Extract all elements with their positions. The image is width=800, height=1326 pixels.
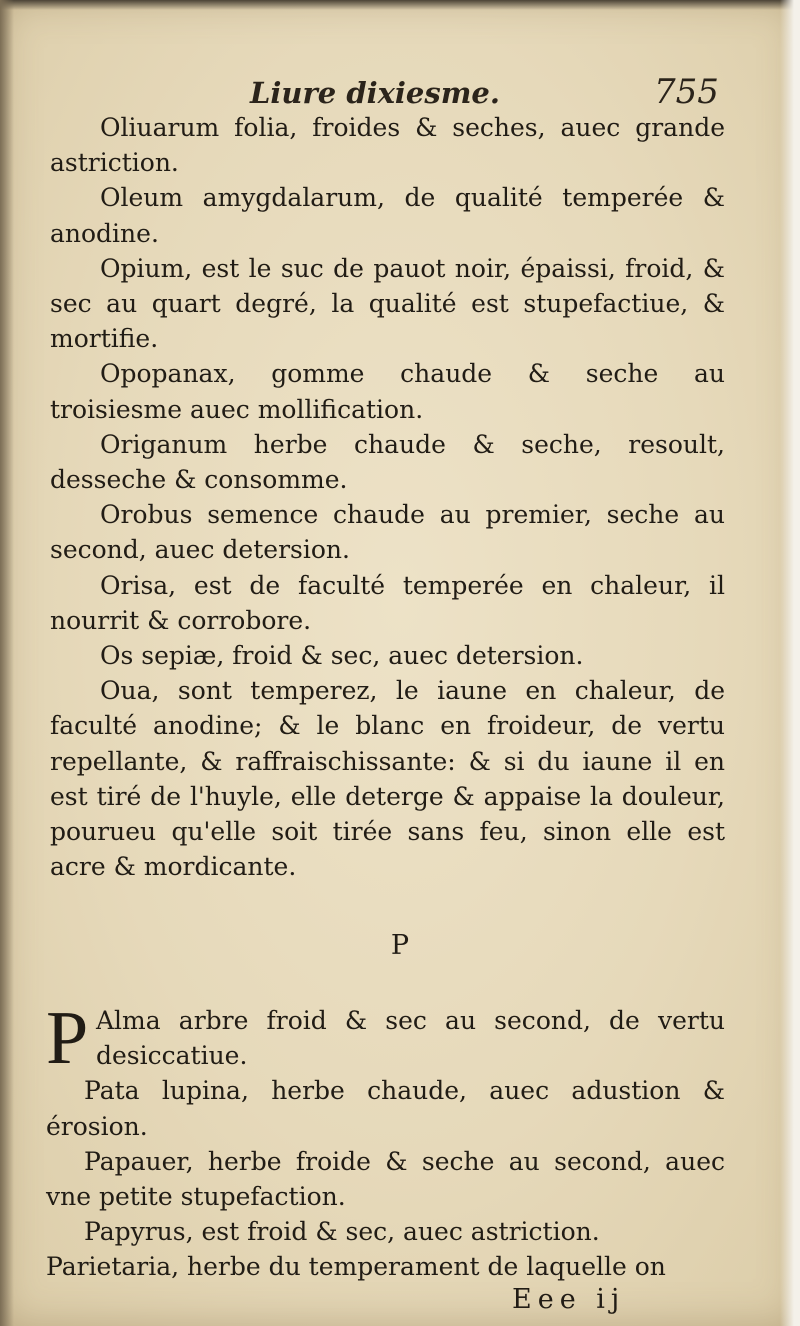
entry-papauer: Papauer, herbe froide & seche au second, auec vne petite stupefaction.	[46, 1146, 725, 1212]
page-number: 755	[654, 72, 719, 112]
page-top-shadow	[0, 0, 800, 10]
entry-oliuarum: Oliuarum folia, froides & seches, auec grande astriction.	[50, 113, 725, 178]
entry-origanum: Origanum herbe chaude & seche, resoult, desseche & consomme.	[50, 429, 725, 495]
entry-opopanax: Opopanax, gomme chaude & seche au troisiesme auec mollification.	[50, 359, 725, 424]
entry-oua: Oua, sont temperez, le iaune en chaleur, de faculté anodine; & le blanc en froideur, de vertu repellante, & raffraischissante: & si du iaune il en est tiré de l'huyle, elle deterge & appaise la douleur, pourueu qu'elle soit tirée sans feu, sinon elle est acre & mordicante.	[50, 676, 725, 882]
entry-palma	[46, 996, 725, 1080]
section-heading-p: P	[390, 930, 410, 961]
entry-pata-lupina: Pata lupina, herbe chaude, auec adustion & érosion.	[46, 1076, 725, 1141]
page-right-edge	[780, 0, 800, 1326]
signature-mark: Eee ij	[512, 1284, 626, 1315]
page-gutter-shadow	[0, 0, 14, 1326]
entry-opium: Opium, est le suc de pauot noir, épaissi, froid, & sec au quart degré, la qualité est stupefactiue, & mortifie.	[50, 253, 725, 354]
entry-palma-text: Alma arbre froid & sec au second, de vertu desiccatiue.	[96, 1006, 725, 1071]
entries-o	[50, 110, 725, 884]
entry-oleum: Oleum amygdalarum, de qualité temperée & anodine.	[50, 183, 725, 248]
entry-parietaria: Parietaria, herbe du temperament de laquelle on	[46, 1252, 666, 1282]
entry-orisa: Orisa, est de faculté temperée en chaleur, il nourrit & corrobore.	[50, 570, 725, 635]
entry-orobus: Orobus semence chaude au premier, seche au second, auec detersion.	[50, 500, 725, 565]
entry-os-sepiae: Os sepiæ, froid & sec, auec detersion.	[100, 641, 584, 671]
entries-p	[46, 996, 725, 1285]
entry-papyrus: Papyrus, est froid & sec, auec astriction.	[84, 1217, 600, 1247]
drop-cap: P	[46, 996, 89, 1080]
running-title: Liure dixiesme.	[250, 76, 500, 110]
page-header	[0, 66, 800, 116]
